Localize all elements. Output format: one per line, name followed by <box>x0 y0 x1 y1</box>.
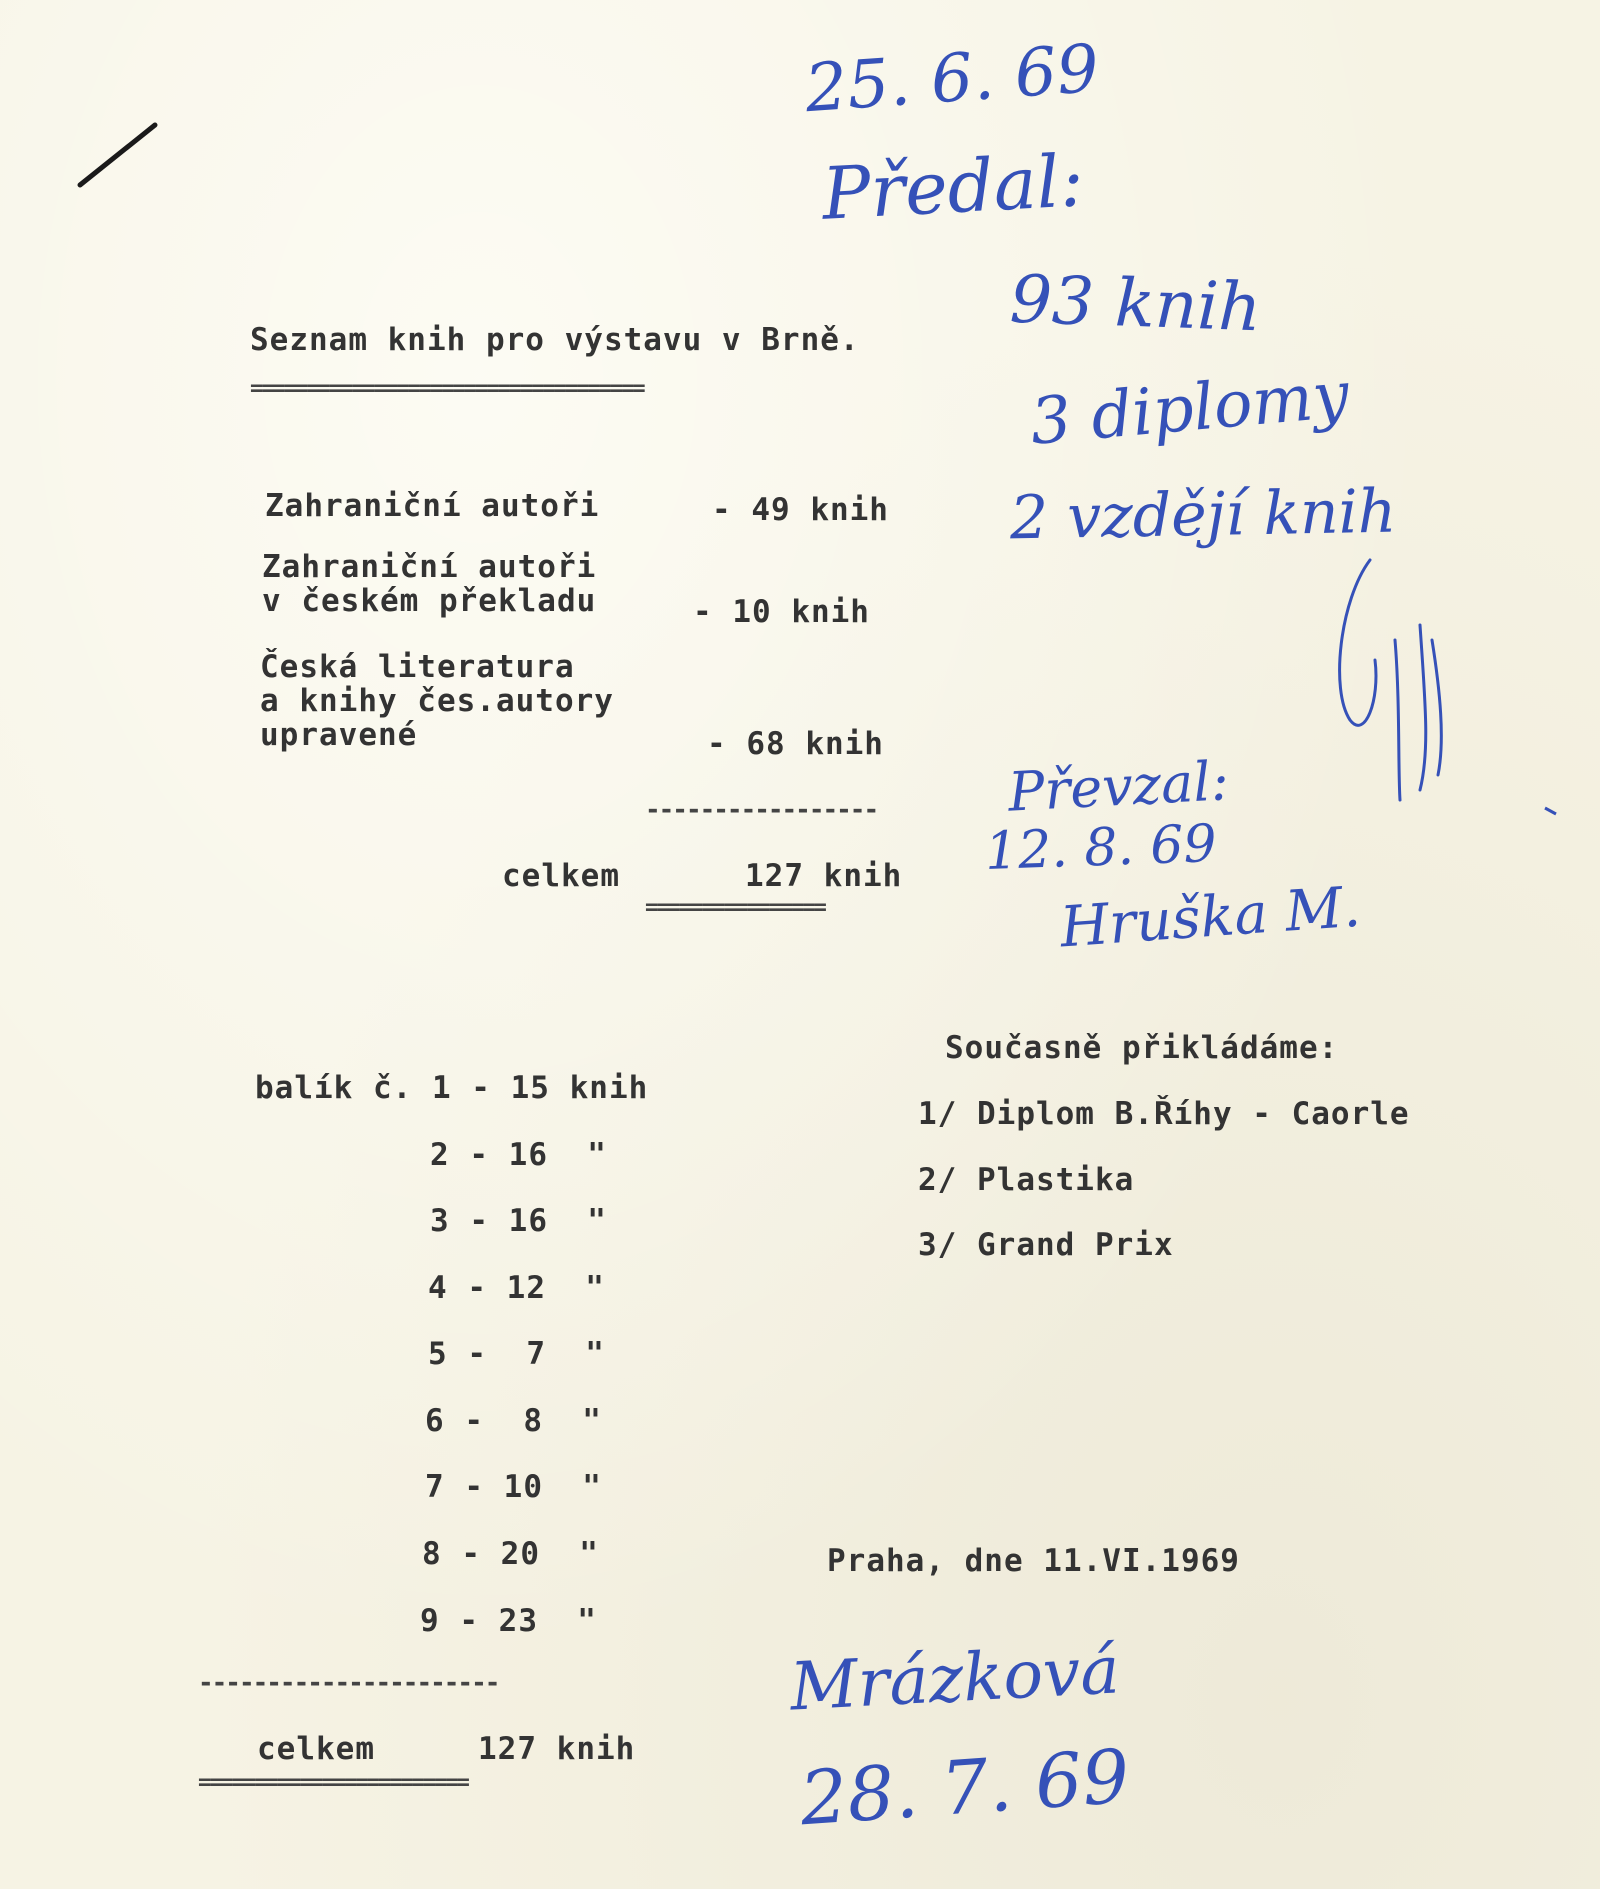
package-row-3: 3 - 16 " <box>430 1203 607 1239</box>
enclosure-item-1: 1/ Diplom B.Říhy - Caorle <box>918 1096 1410 1132</box>
package-row-5: 5 - 7 " <box>428 1336 605 1372</box>
place-date: Praha, dne 11.VI.1969 <box>827 1543 1240 1579</box>
package-row-6: 6 - 8 " <box>425 1403 602 1439</box>
package-row-7: 7 - 10 " <box>425 1469 602 1505</box>
packages-sum-rule: ---------------------- <box>198 1668 499 1698</box>
package-row-4: 4 - 12 " <box>428 1270 605 1306</box>
handwritten-line-editions: 2 vzdějí knih <box>1009 476 1397 554</box>
packages-total-value: 127 knih <box>478 1731 636 1767</box>
summary-value-1: - 49 knih <box>712 492 889 528</box>
handwritten-signature-bottom: Mrázková <box>788 1631 1122 1726</box>
check-mark <box>1545 808 1556 814</box>
enclosures-title: Současně přikládáme: <box>945 1030 1339 1066</box>
package-row-9: 9 - 23 " <box>420 1603 597 1639</box>
summary-value-3: - 68 knih <box>707 726 884 762</box>
summary-sum-rule: ----------------- <box>645 795 878 825</box>
handwritten-line-books: 93 knih <box>1008 260 1263 347</box>
packages-total-rule: ======================== <box>198 1770 468 1795</box>
package-row-2: 2 - 16 " <box>430 1137 607 1173</box>
handwritten-line-diplomas: 3 diplomy <box>1027 358 1352 460</box>
summary-total-label: celkem <box>502 858 620 894</box>
pen-stroke-mark <box>80 125 155 185</box>
handwritten-date-bottom: 28. 7. 69 <box>797 1733 1133 1843</box>
enclosure-item-2: 2/ Plastika <box>918 1162 1135 1198</box>
packages-total-label: celkem <box>257 1731 375 1767</box>
handwritten-prevzal: Převzal: <box>1006 749 1231 824</box>
summary-label-3: Česká literatura a knihy čes.autory upravené <box>260 649 614 753</box>
summary-label-2: Zahraniční autoři v českém překladu <box>262 549 597 619</box>
handwritten-receiver-name: Hruška M. <box>1058 874 1363 961</box>
summary-label-1: Zahraniční autoři <box>265 488 600 524</box>
title-underline: =================================== <box>250 376 644 401</box>
page-title: Seznam knih pro výstavu v Brně. <box>250 322 860 358</box>
signature-mark <box>1340 560 1442 800</box>
enclosure-item-3: 3/ Grand Prix <box>918 1227 1174 1263</box>
summary-total-rule: ================ <box>645 895 825 920</box>
handwritten-date-top: 25. 6. 69 <box>802 29 1102 128</box>
package-row-1: balík č. 1 - 15 knih <box>255 1070 649 1106</box>
summary-value-2: - 10 knih <box>693 594 870 630</box>
summary-total-value: 127 knih <box>745 858 903 894</box>
handwritten-date-received: 12. 8. 69 <box>984 813 1218 883</box>
handwritten-predal: Předal: <box>819 138 1086 236</box>
package-row-8: 8 - 20 " <box>422 1536 599 1572</box>
